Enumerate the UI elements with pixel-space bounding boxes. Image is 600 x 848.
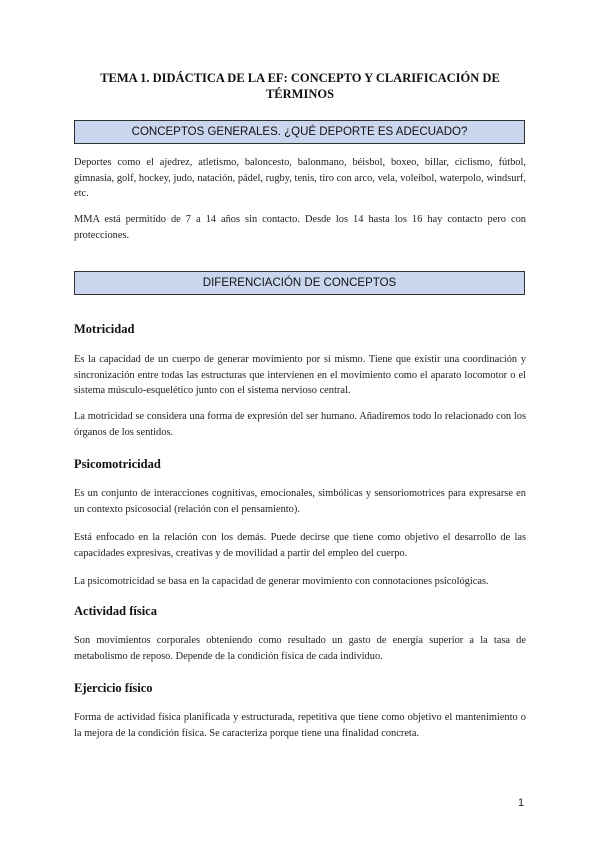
- paragraph-motricidad-2: La motricidad se considera una forma de expresión del ser humano. Añadiremos todo lo relacionado con los órganos de los sentidos.: [74, 411, 526, 438]
- page-number: 1: [518, 797, 525, 809]
- paragraph-deportes: Deportes como el ajedrez, atletismo, baloncesto, balonmano, béisbol, boxeo, billar, ciclismo, fútbol, gimnasia, golf, hockey, judo, natación, pádel, rugby, tenis, tiro con arco, vela, voleibol, waterpolo, windsurf, etc.: [74, 157, 526, 200]
- section-banner-diferenciacion: DIFERENCIACIÓN DE CONCEPTOS: [74, 271, 525, 295]
- paragraph-psicomotricidad-2: Está enfocado en la relación con los demás. Puede decirse que tiene como objetivo el desarrollo de las capacidades expresivas, creativas y de movilidad a partir del empleo del cuerpo.: [74, 532, 526, 559]
- document-title: TEMA 1. DIDÁCTICA DE LA EF: CONCEPTO Y CLARIFICACIÓN DE TÉRMINOS: [100, 71, 500, 101]
- section-banner-conceptos-generales: CONCEPTOS GENERALES. ¿QUÉ DEPORTE ES ADECUADO?: [74, 120, 525, 144]
- heading-ejercicio-fisico: Ejercicio físico: [74, 681, 153, 695]
- paragraph-motricidad-1: Es la capacidad de un cuerpo de generar movimiento por sí mismo. Tiene que existir una coordinación y sincronización entre todas las estructuras que intervienen en el movimiento como el aparato locomotor o el sistema músculo-esquelético junto con el sistema nervioso central.: [74, 354, 526, 397]
- heading-motricidad: Motricidad: [74, 322, 135, 336]
- paragraph-psicomotricidad-1: Es un conjunto de interacciones cognitivas, emocionales, simbólicas y sensoriomotrices para expresarse en un contexto psicosocial (relación con el pensamiento).: [74, 488, 526, 515]
- paragraph-psicomotricidad-3: La psicomotricidad se basa en la capacidad de generar movimiento con connotaciones psicológicas.: [74, 576, 489, 587]
- heading-actividad-fisica: Actividad física: [74, 604, 157, 618]
- paragraph-mma: MMA está permitido de 7 a 14 años sin contacto. Desde los 14 hasta los 16 hay contacto pero con protecciones.: [74, 214, 526, 241]
- heading-psicomotricidad: Psicomotricidad: [74, 457, 161, 471]
- paragraph-ejercicio-fisico: Forma de actividad física planificada y estructurada, repetitiva que tiene como objetivo el mantenimiento o la mejora de la condición física. Se caracteriza porque tiene una finalidad concreta.: [74, 712, 526, 739]
- paragraph-actividad-fisica: Son movimientos corporales obteniendo como resultado un gasto de energía superior a la tasa de metabolismo de reposo. Depende de la condición física de cada individuo.: [74, 635, 526, 662]
